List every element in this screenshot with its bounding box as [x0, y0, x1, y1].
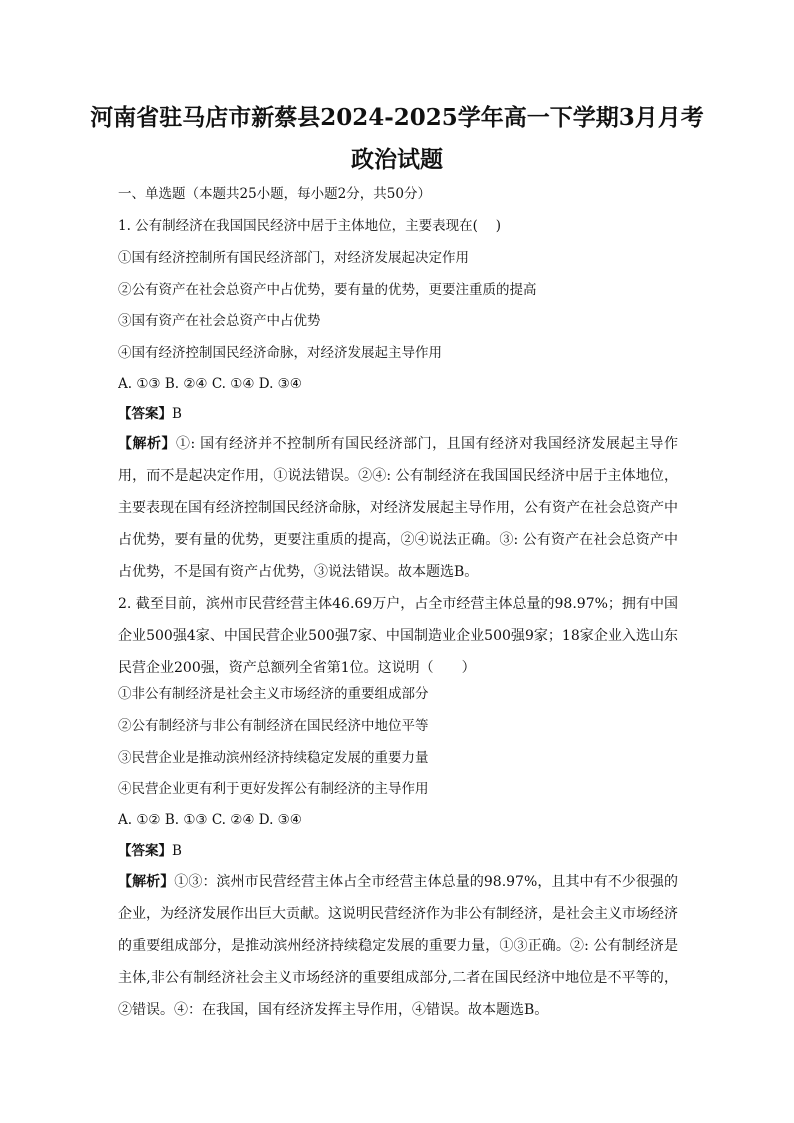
section-header: 一、单选题（本题共25小题，每小题2分，共50分） — [118, 186, 431, 202]
q1-option-4: ④国有经济控制国民经济命脉，对经济发展起主导作用 — [118, 345, 442, 361]
q1-option-3: ③国有资产在社会总资产中占优势 — [118, 313, 321, 329]
q1-analysis-label: 【解析】 — [118, 436, 176, 452]
document-subtitle: 政治试题 — [351, 146, 443, 173]
q1-option-1: ①国有经济控制所有国民经济部门，对经济发展起决定作用 — [118, 250, 469, 266]
q2-answer-label: 【答案】 — [118, 843, 172, 859]
document-title: 河南省驻马店市新蔡县2024-2025学年高一下学期3月月考 — [90, 104, 704, 131]
q2-answer-value: B — [172, 843, 182, 859]
q1-stem: 1. 公有制经济在我国国民经济中居于主体地位，主要表现在( ) — [118, 218, 501, 234]
q1-option-2: ②公有资产在社会总资产中占优势，要有量的优势，更要注重质的提高 — [118, 282, 537, 298]
q2-choices: A. ①② B. ①③ C. ②④ D. ③④ — [118, 812, 302, 828]
q1-choices: A. ①③ B. ②④ C. ①④ D. ③④ — [118, 376, 302, 392]
q1-answer-label: 【答案】 — [118, 406, 172, 422]
q2-option-2: ②公有制经济与非公有制经济在国民经济中地位平等 — [118, 718, 429, 734]
q1-analysis — [118, 428, 678, 588]
q1-answer-value: B — [172, 406, 182, 422]
q2-option-3: ③民营企业是推动滨州经济持续稳定发展的重要力量 — [118, 750, 429, 766]
q2-option-4: ④民营企业更有利于更好发挥公有制经济的主导作用 — [118, 781, 429, 797]
q2-answer — [118, 841, 678, 861]
q2-option-1: ①非公有制经济是社会主义市场经济的重要组成部分 — [118, 686, 429, 702]
q1-answer — [118, 404, 678, 424]
q1-analysis-text: ①: 国有经济并不控制所有国民经济部门，且国有经济对我国经济发展起主导作用，而不是起决定作用，①说法错误。②④: 公有制经济在我国国民经济中居于主体地位，主要表现在国有经济控制国民经济命脉，对经济发展起主导作用，公有资产在社会总资产中占优势，要有量的优势，更要注重质的提高，②④说法正确。③: 公有资产在社会总资产中占优势，不是国有资产占优势，③说法错误。故本题选B。 — [118, 436, 678, 580]
q2-analysis — [118, 866, 678, 1026]
q2-analysis-text: ①③：滨州市民营经营主体占全市经营主体总量的98.97%，且其中有不少很强的企业，为经济发展作出巨大贡献。这说明民营经济作为非公有制经济，是社会主义市场经济的重要组成部分，是推动滨州经济持续稳定发展的重要力量，①③正确。②: 公有制经济是主体,非公有制经济社会主义市场经济的重要组成部分,二者在国民经济中地位是不平等的，②错误。④：在我国，国有经济发挥主导作用，④错误。故本题选B。 — [118, 874, 678, 1018]
q2-stem: 2. 截至目前，滨州市民营经营主体46.69万户，占全市经营主体总量的98.97%；拥有中国企业500强4家、中国民营企业500强7家、中国制造业企业500强9家；18家企业入选山东民营企业200强，资产总额列全省第1位。这说明（ ） — [118, 596, 678, 676]
q2-analysis-label: 【解析】 — [118, 874, 175, 890]
